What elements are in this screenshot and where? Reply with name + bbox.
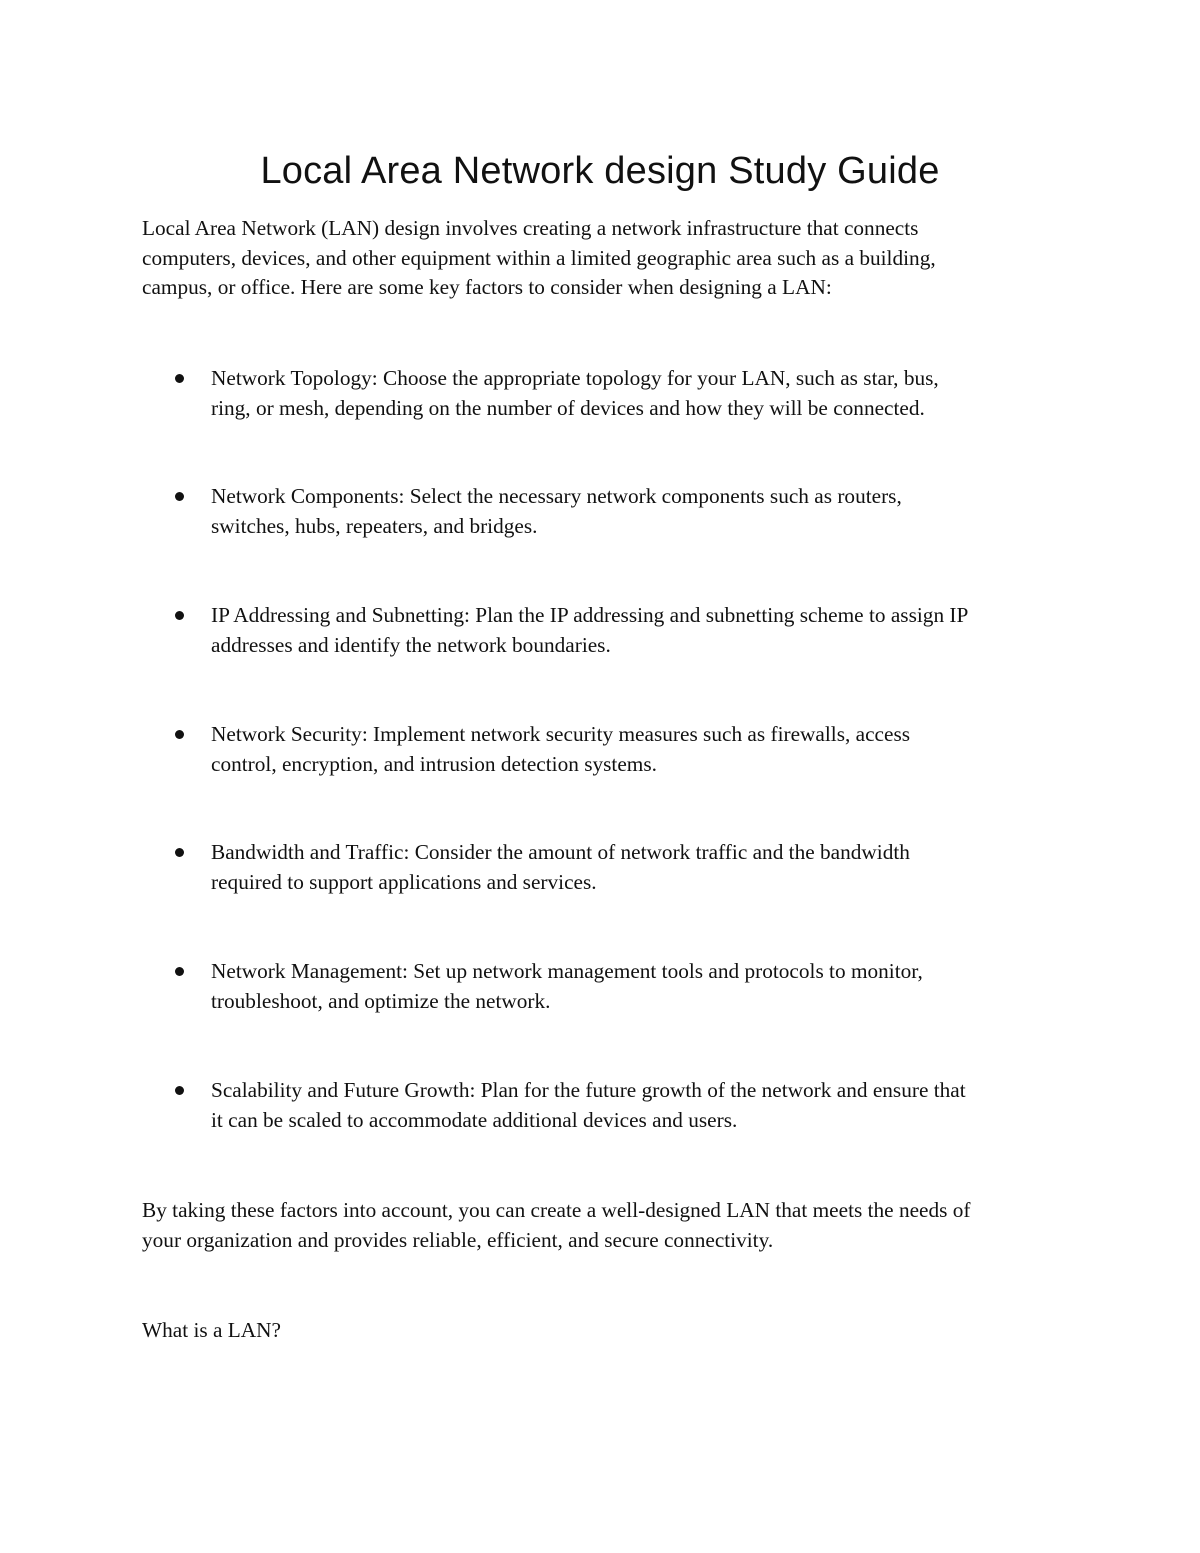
- list-item-line: Bandwidth and Traffic: Consider the amount of network traffic and the bandwidth: [211, 840, 910, 864]
- list-item-line: switches, hubs, repeaters, and bridges.: [211, 513, 538, 538]
- section-question: What is a LAN?: [142, 1318, 281, 1342]
- bullet-icon: [175, 611, 184, 620]
- bullet-icon: [175, 730, 184, 739]
- list-item-line: Network Components: Select the necessary network components such as routers,: [211, 484, 902, 508]
- list-item-line: Network Management: Set up network management tools and protocols to monitor,: [211, 959, 923, 983]
- list-item-line: control, encryption, and intrusion detection systems.: [211, 751, 657, 776]
- list-item-line: addresses and identify the network boundaries.: [211, 632, 611, 657]
- list-item-line: IP Addressing and Subnetting: Plan the IP addressing and subnetting scheme to assign IP: [211, 603, 969, 627]
- bullet-icon: [175, 848, 184, 857]
- list-item-line: required to support applications and services.: [211, 869, 597, 894]
- intro-paragraph: [142, 214, 1062, 303]
- closing-line: By taking these factors into account, you can create a well-designed LAN that meets the needs of: [142, 1198, 971, 1222]
- list-item-text: [211, 838, 1071, 897]
- list-item-line: Network Security: Implement network security measures such as firewalls, access: [211, 722, 911, 746]
- bullet-icon: [175, 1086, 184, 1095]
- list-item-text: [211, 1076, 1071, 1135]
- list-item-line: ring, or mesh, depending on the number of devices and how they will be connected.: [211, 395, 925, 420]
- closing-line: your organization and provides reliable, efficient, and secure connectivity.: [142, 1227, 774, 1252]
- intro-line: computers, devices, and other equipment within a limited geographic area such as a building,: [142, 245, 936, 270]
- bullet-icon: [175, 492, 184, 501]
- list-item-line: troubleshoot, and optimize the network.: [211, 988, 551, 1013]
- list-item-text: [211, 601, 1071, 660]
- bullet-icon: [175, 374, 184, 383]
- bullet-icon: [175, 967, 184, 976]
- closing-paragraph: [142, 1196, 1082, 1255]
- list-item-line: Scalability and Future Growth: Plan for the future growth of the network and ensure that: [211, 1078, 966, 1102]
- list-item-text: [211, 364, 1071, 423]
- intro-line: Local Area Network (LAN) design involves creating a network infrastructure that connects: [142, 216, 919, 240]
- list-item-line: it can be scaled to accommodate additional devices and users.: [211, 1107, 738, 1132]
- list-item-text: [211, 720, 1071, 779]
- list-item-text: [211, 482, 1071, 541]
- intro-line: campus, or office. Here are some key factors to consider when designing a LAN:: [142, 275, 832, 299]
- document-title: Local Area Network design Study Guide: [260, 150, 940, 192]
- list-item-text: [211, 957, 1071, 1016]
- list-item-line: Network Topology: Choose the appropriate topology for your LAN, such as star, bus,: [211, 366, 939, 390]
